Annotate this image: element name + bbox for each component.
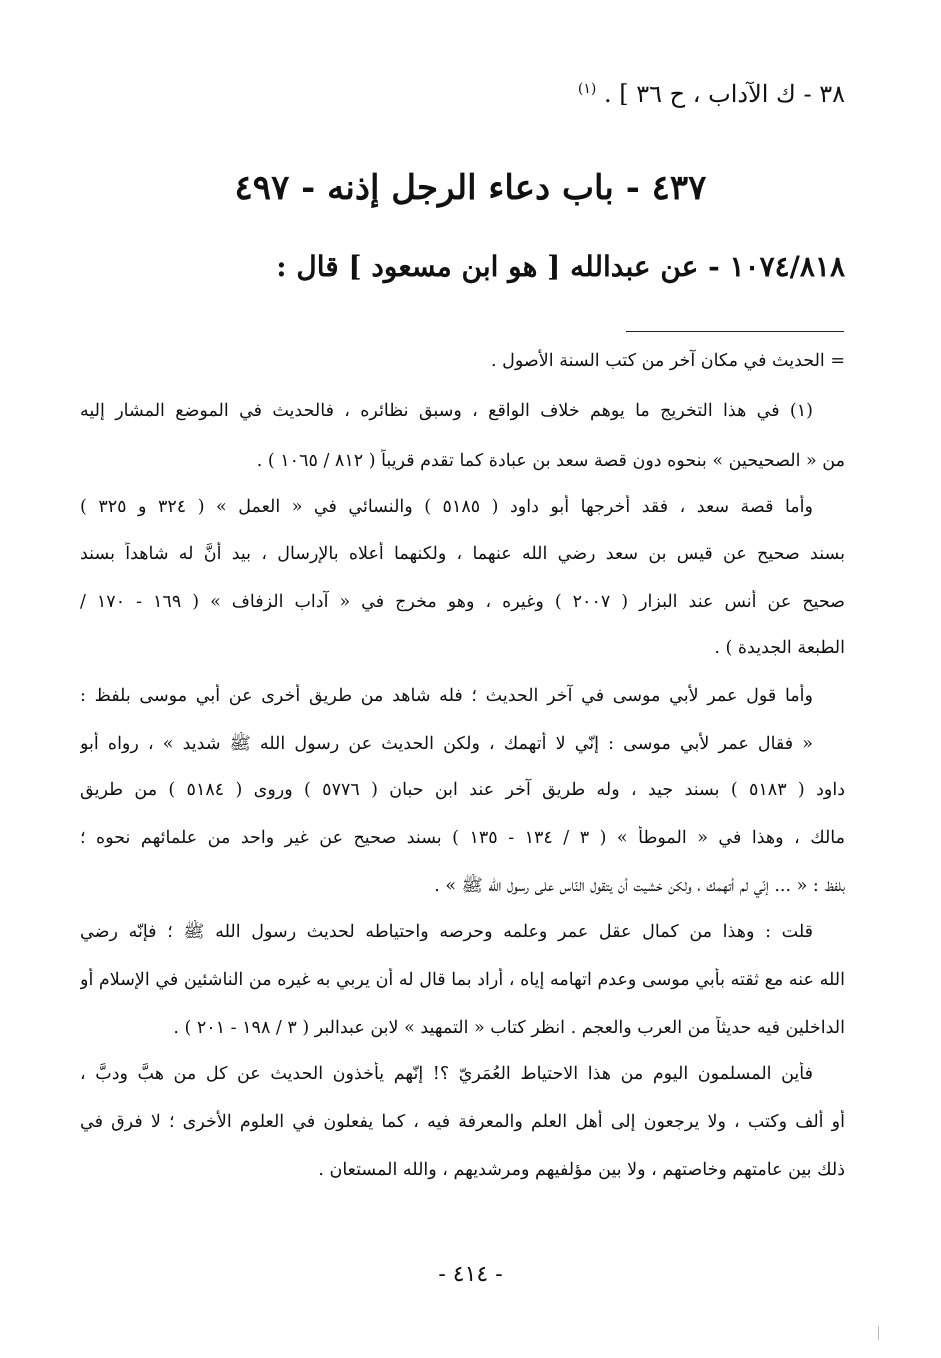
footnote-line: (١) في هذا التخريج ما يوهم خلاف الواقع ، وسبق نظائره ، فالحديث في الموضع المشار إليه bbox=[80, 401, 813, 421]
footnote-line: ذلك بين عامتهم وخاصتهم ، ولا بين مؤلفيهم ومرشديهم ، والله المستعان . bbox=[318, 1160, 845, 1180]
footnote-line: « فقال عمر لأبي موسى : إنّي لا أتهمك ، ولكن الحديث عن رسول الله ﷺ شديد » ، رواه أبو bbox=[80, 734, 813, 754]
footnote-line: وأما قول عمر لأبي موسى في آخر الحديث ؛ فله شاهد من طريق أخرى عن أبي موسى بلفظ : bbox=[80, 686, 813, 706]
footnote-line: بلفظ : « ... إنّي لم أتهمك ، ولكن خشيت أن يتقول النّاس على رسول الله ﷺ » . bbox=[434, 876, 845, 896]
footnote-line: الداخلين فيه حديثاً من العرب والعجم . انظر كتاب « التمهيد » لابن عبدالبر ( ٣ / ١٩٨ - ٢٠١ ) . bbox=[173, 1018, 845, 1038]
footnote-line: قلت : وهذا من كمال عقل عمر وعلمه وحرصه واحتياطه لحديث رسول الله ﷺ ؛ فإنّه رضي bbox=[80, 922, 813, 942]
chapter-title: ٤٣٧ - باب دعاء الرجل إذنه - ٤٩٧ bbox=[234, 168, 707, 208]
footnote-line: صحيح عن أنس عند البزار ( ٢٠٠٧ ) وغيره ، وهو مخرج في « آداب الزفاف » ( ١٦٩ - ١٧٠ / bbox=[80, 592, 845, 612]
footnote-separator bbox=[626, 331, 844, 332]
footnote-line: مالك ، وهذا في « الموطأ » ( ٣ / ١٣٤ - ١٣٥ ) بسند صحيح عن غير واحد من علمائهم نحوه ؛ bbox=[80, 828, 845, 848]
page-number: - ٤١٤ - bbox=[438, 1262, 503, 1287]
footnote-line: = الحديث في مكان آخر من كتب السنة الأصول . bbox=[491, 351, 845, 371]
footnote-line: بسند صحيح عن قيس بن سعد رضي الله عنهما ، ولكنهما أعلاه بالإرسال ، بيد أنَّ له شاهداً بسند bbox=[80, 544, 845, 564]
top-reference-text: ٣٨ - ك الآداب ، ح ٣٦ ] . bbox=[603, 80, 845, 108]
footnote-line: الطبعة الجديدة ) . bbox=[714, 638, 845, 658]
hadith-heading: ١٠٧٤/٨١٨ - عن عبدالله [ هو ابن مسعود ] قال : bbox=[276, 250, 845, 283]
footnote-line: من « الصحيحين » بنحوه دون قصة سعد بن عبادة كما تقدم قريباً ( ٨١٢ / ١٠٦٥ ) . bbox=[256, 451, 845, 471]
footnote-line: داود ( ٥١٨٣ ) بسند جيد ، وله طريق آخر عند ابن حبان ( ٥٧٧٦ ) وروى ( ٥١٨٤ ) من طريق bbox=[80, 780, 845, 800]
top-reference-line bbox=[578, 80, 845, 108]
footnote-line: وأما قصة سعد ، فقد أخرجها أبو داود ( ٥١٨٥ ) والنسائي في « العمل » ( ٣٢٤ و ٣٢٥ ) bbox=[80, 497, 813, 517]
footnote-line: أو ألف وكتب ، ولا يرجعون إلى أهل العلم والمعرفة فيه ، كما يفعلون في العلوم الأخرى ؛ لا فرق في bbox=[80, 1112, 845, 1132]
footnote-line: فأين المسلمون اليوم من هذا الاحتياط العُمَريّ ؟! إنّهم يأخذون الحديث عن كل من هبَّ ودبَّ ، bbox=[80, 1064, 813, 1084]
footnote-line: الله عنه مع ثقته بأبي موسى وعدم اتهامه إياه ، أراد بما قال له أن يربي به غيره من الناشئين في الإسلام أو bbox=[80, 970, 845, 990]
scan-mark bbox=[878, 1326, 879, 1340]
footnote-marker: (١) bbox=[577, 81, 597, 97]
